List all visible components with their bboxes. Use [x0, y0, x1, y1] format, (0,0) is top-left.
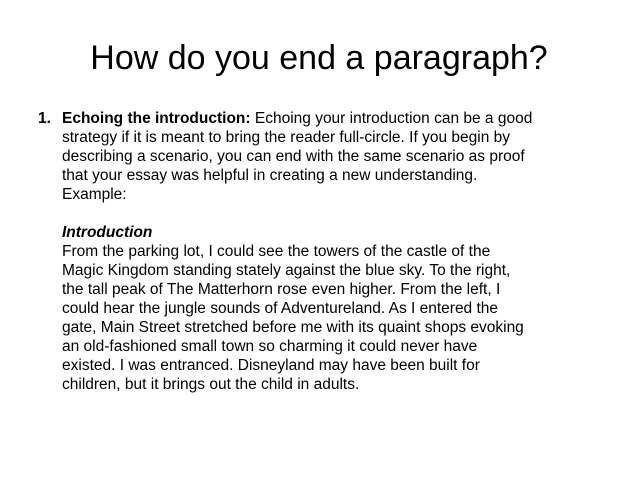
item-text-line: that your essay was helpful in creating a new understanding. [62, 167, 478, 184]
slide-title: How do you end a paragraph? [90, 39, 548, 77]
item-text-line: strategy if it is meant to bring the reader full-circle. If you begin by [62, 129, 510, 146]
example-block [62, 223, 613, 394]
item-text-line: describing a scenario, you can end with the same scenario as proof [62, 148, 525, 165]
item-lead: Echoing the introduction: [62, 110, 251, 127]
example-text-line: gate, Main Street stretched before me with its quaint shops evoking [62, 319, 524, 336]
example-text-line: From the parking lot, I could see the towers of the castle of the [62, 243, 491, 260]
example-text-line: the tall peak of The Matterhorn rose even higher. From the left, I [62, 281, 501, 298]
list-item-body [62, 109, 613, 394]
slide-content [38, 109, 613, 394]
example-heading: Introduction [62, 224, 153, 241]
item-text-line: Echoing your introduction can be a good [250, 110, 533, 127]
example-text-line: Magic Kingdom standing stately against the blue sky. To the right, [62, 262, 511, 279]
item-text-line: Example: [62, 186, 127, 203]
list-number: 1. [38, 110, 51, 127]
example-text-line: children, but it brings out the child in adults. [62, 376, 360, 393]
example-text-line: could hear the jungle sounds of Adventureland. As I entered the [62, 300, 499, 317]
example-text-line: existed. I was entranced. Disneyland may have been built for [62, 357, 480, 374]
example-text-line: an old-fashioned small town so charming it could never have [62, 338, 478, 355]
list-item [38, 109, 613, 394]
item-line-1 [62, 109, 613, 128]
